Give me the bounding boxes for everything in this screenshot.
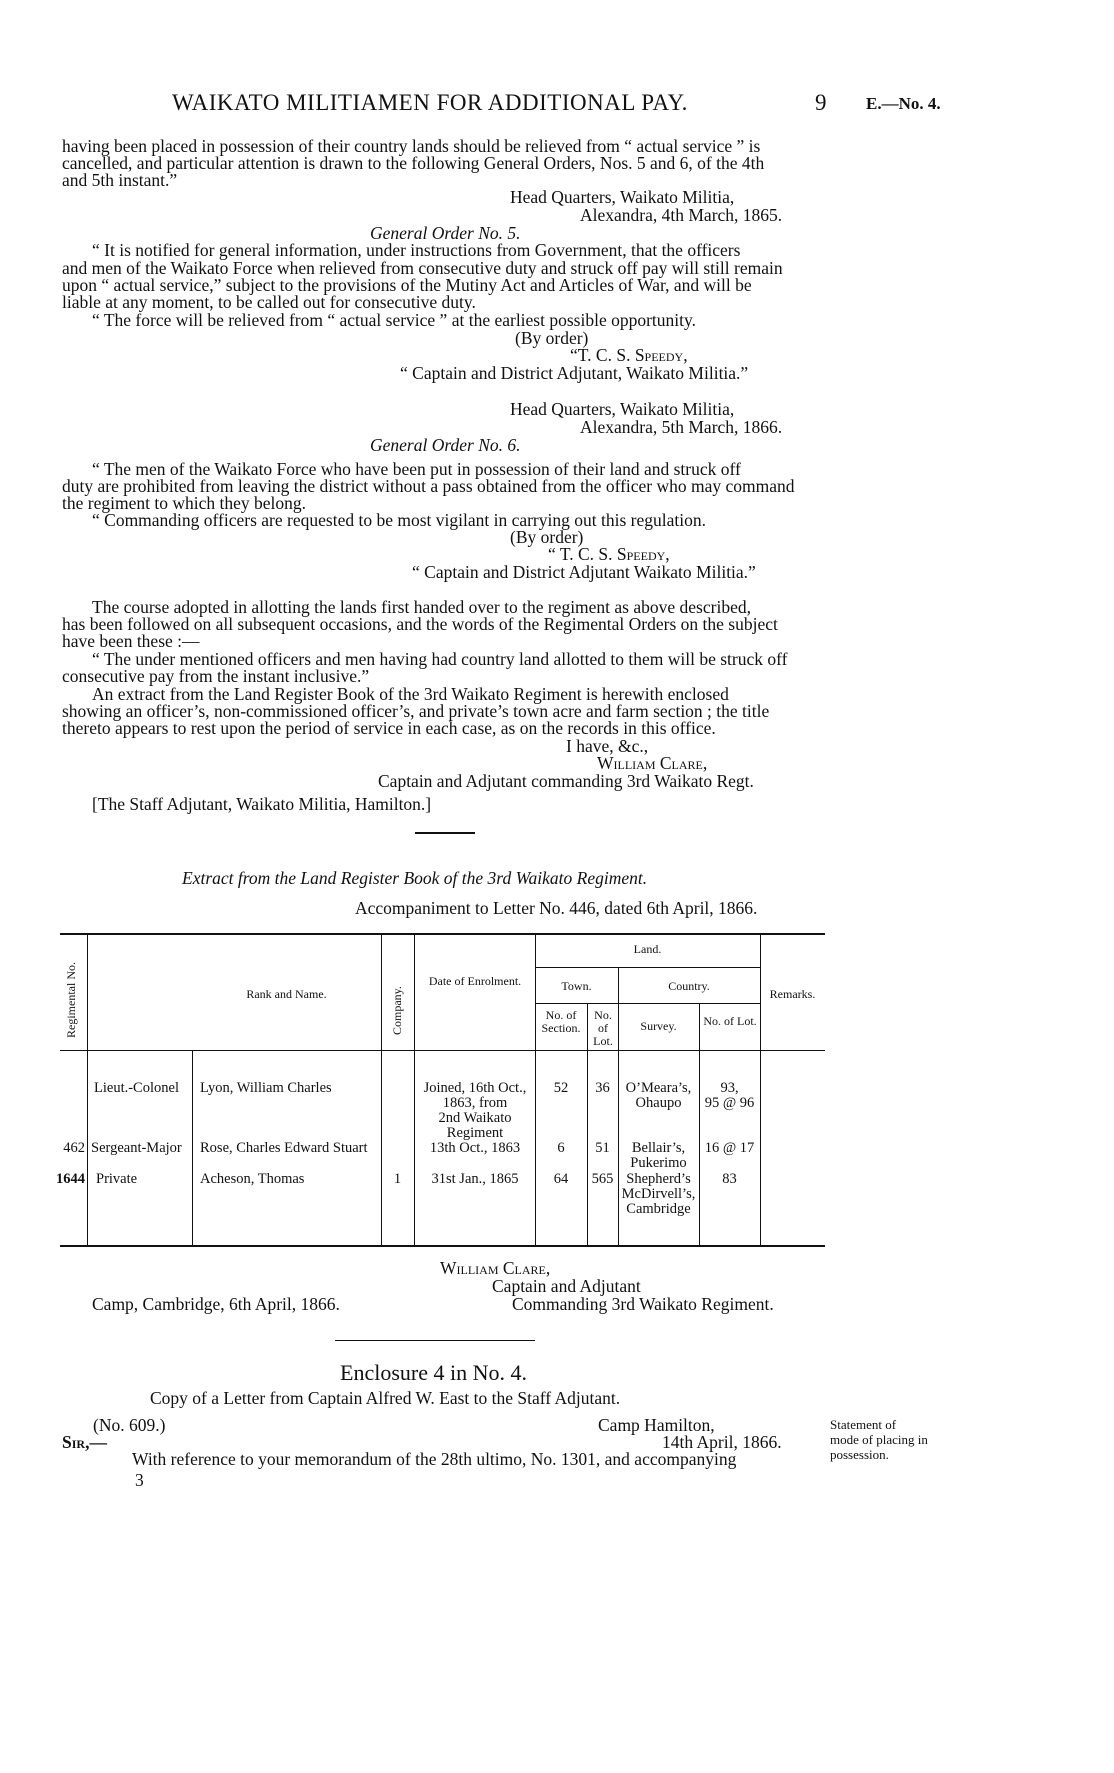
table-header-bottom-rule	[60, 1050, 825, 1051]
cell-company: 1	[393, 1171, 402, 1187]
extract-title: Extract from the Land Register Book of the 3rd Waikato Regiment.	[182, 868, 648, 888]
intro-line-3: and 5th instant.”	[62, 170, 178, 190]
body-closing: I have, &c.,	[566, 736, 649, 756]
header-regimental-no: Regimental No.	[64, 962, 78, 1038]
cell-town-lot: 565	[591, 1171, 614, 1187]
order6-para-line-3: the regiment to which they belong.	[62, 493, 306, 513]
order6-para-line-2: duty are prohibited from leaving the district without a pass obtained from the officer who may command	[62, 476, 795, 496]
cell-date-line-3: 2nd Waikato	[438, 1110, 512, 1126]
body-para-1-line-2: has been followed on all subsequent occasions, and the words of the Regimental Orders on the subject	[62, 614, 778, 634]
header-date-enrolment: Date of Enrolment.	[428, 974, 522, 988]
letter-line-1: With reference to your memorandum of the 28th ultimo, No. 1301, and accompanying	[132, 1449, 737, 1469]
running-title: WAIKATO MILITIAMEN FOR ADDITIONAL PAY.	[172, 90, 688, 115]
cell-survey-line-2: Pukerimo	[630, 1155, 687, 1171]
enclosure-divider	[335, 1340, 535, 1341]
header-country-no-of-lot: No. of Lot.	[703, 1014, 757, 1028]
footer-signer-title-2: Commanding 3rd Waikato Regiment.	[512, 1294, 774, 1314]
letter-reference: (No. 609.)	[93, 1415, 166, 1435]
header-country: Country.	[668, 979, 710, 993]
order5-title: General Order No. 5.	[370, 223, 521, 243]
cell-town-lot: 51	[595, 1140, 610, 1156]
section-divider	[415, 832, 475, 834]
addressee: [The Staff Adjutant, Waikato Militia, Hamilton.]	[92, 794, 432, 814]
cell-rank: Lieut.-Colonel	[94, 1080, 179, 1096]
cell-name: Acheson, Thomas	[200, 1171, 305, 1187]
letter-date: 14th April, 1866.	[662, 1432, 782, 1452]
letter-salutation: Sir,—	[62, 1432, 107, 1452]
header-remarks: Remarks.	[769, 987, 816, 1001]
body-para-1-line-3: have been these :—	[62, 631, 200, 651]
order6-hq-line-1: Head Quarters, Waikato Militia,	[510, 399, 735, 419]
col-divider-2	[192, 1050, 193, 1245]
order6-hq-line-2: Alexandra, 5th March, 1866.	[580, 417, 783, 437]
cell-name: Lyon, William Charles	[200, 1080, 332, 1096]
cell-survey-line-3: Cambridge	[626, 1201, 691, 1217]
cell-country-lot-line-1: 83	[722, 1171, 737, 1187]
col-divider-6	[587, 1003, 588, 1245]
cell-rank: Sergeant-Major	[91, 1140, 182, 1156]
order6-signer: “ T. C. S. Speedy,	[548, 544, 670, 564]
cell-date-line-1: 13th Oct., 1863	[429, 1140, 521, 1156]
cell-name: Rose, Charles Edward Stuart	[200, 1140, 368, 1156]
body-para-2-line-2: consecutive pay from the instant inclusive.”	[62, 666, 370, 686]
cell-rank: Private	[96, 1171, 138, 1187]
order5-signer-title: “ Captain and District Adjutant, Waikato Militia.”	[400, 363, 749, 383]
body-para-1-line-1: The course adopted in allotting the lands first handed over to the regiment as above described,	[92, 597, 751, 617]
cell-section: 64	[553, 1171, 569, 1187]
cell-country-lot-line-1: 16 @ 17	[704, 1140, 755, 1156]
col-divider-8	[699, 1003, 700, 1245]
cell-country-lot-line-1: 93,	[720, 1080, 739, 1096]
table-top-rule	[60, 933, 825, 935]
header-survey: Survey.	[640, 1019, 677, 1033]
page-number: 9	[815, 90, 827, 115]
order5-hq-line-1: Head Quarters, Waikato Militia,	[510, 187, 735, 207]
body-para-2-line-1: “ The under mentioned officers and men having had country land allotted to them will be struck off	[92, 649, 788, 669]
order5-by-order: (By order)	[515, 328, 589, 348]
body-para-3-line-2: showing an officer’s, non-commissioned officer’s, and private’s town acre and farm section ; the title	[62, 701, 770, 721]
body-signer: William Clare,	[597, 753, 708, 773]
body-para-3-line-3: thereto appears to rest upon the period of service in each case, as on the records in this office.	[62, 718, 716, 738]
cell-section: 6	[557, 1140, 565, 1156]
cell-section: 52	[553, 1080, 569, 1096]
doc-reference: E.—No. 4.	[866, 94, 941, 113]
cell-town-lot: 36	[595, 1080, 610, 1096]
order5-para-line-4: liable at any moment, to be called out for consecutive duty.	[62, 292, 476, 312]
order5-para-line-3: upon “ actual service,” subject to the provisions of the Mutiny Act and Articles of War, and will be	[62, 275, 752, 295]
enclosure-heading: Enclosure 4 in No. 4.	[340, 1360, 527, 1385]
order6-para-line-1: “ The men of the Waikato Force who have been put in possession of their land and struck off	[92, 459, 741, 479]
intro-line-2: cancelled, and particular attention is drawn to the following General Orders, Nos. 5 and 6, of the 4th	[62, 153, 765, 173]
intro-line-1: having been placed in possession of their country lands should be relieved from “ actual service ” is	[62, 136, 761, 156]
extract-subtitle: Accompaniment to Letter No. 446, dated 6th April, 1866.	[355, 898, 758, 918]
order5-signer: “T. C. S. Speedy,	[570, 345, 688, 365]
col-divider-9	[760, 933, 761, 1245]
footer-signer-title-1: Captain and Adjutant	[492, 1276, 641, 1296]
order6-signer-title: “ Captain and District Adjutant Waikato Militia.”	[412, 562, 756, 582]
cell-survey-line-1: O’Meara’s,	[625, 1080, 692, 1096]
signature-mark: 3	[135, 1470, 144, 1490]
header-land: Land.	[633, 942, 662, 956]
order5-para-line-2: and men of the Waikato Force when relieved from consecutive duty and struck off pay will still remain	[62, 258, 783, 278]
body-signer-title: Captain and Adjutant commanding 3rd Waikato Regt.	[378, 771, 754, 791]
enclosure-subheading: Copy of a Letter from Captain Alfred W. East to the Staff Adjutant.	[150, 1388, 621, 1408]
cell-survey-line-1: Bellair’s,	[631, 1140, 686, 1156]
header-no-of-section: No. of Section.	[541, 1008, 581, 1035]
margin-note-line-2: mode of placing in	[830, 1432, 928, 1447]
cell-date-line-1: Joined, 16th Oct.,	[423, 1080, 527, 1096]
order5-para-line-1: “ It is notified for general information, under instructions from Government, that the officers	[92, 240, 741, 260]
order6-by-order: (By order)	[510, 527, 584, 547]
header-town-no-of-lot: No. of Lot.	[593, 1008, 613, 1048]
order5-para-2: “ The force will be relieved from “ actual service ” at the earliest possible opportunity.	[92, 310, 696, 330]
margin-note-line-1: Statement of	[830, 1417, 897, 1432]
margin-note-line-3: possession.	[830, 1447, 889, 1462]
header-company: Company.	[390, 986, 404, 1035]
letter-place: Camp Hamilton,	[598, 1415, 715, 1435]
town-country-header-rule	[535, 1003, 760, 1004]
cell-regimental-no: 1644	[56, 1171, 85, 1187]
col-divider-3	[381, 933, 382, 1245]
cell-date-line-4: Regiment	[446, 1125, 504, 1141]
cell-date-line-1: 31st Jan., 1865	[431, 1171, 519, 1187]
order6-title: General Order No. 6.	[370, 435, 521, 455]
header-rank-name: Rank and Name.	[246, 987, 327, 1001]
cell-survey-line-1: Shepherd’s	[626, 1171, 691, 1187]
cell-country-lot-line-2: 95 @ 96	[704, 1095, 755, 1111]
body-para-3-line-1: An extract from the Land Register Book of the 3rd Waikato Regiment is herewith enclosed	[92, 684, 729, 704]
footer-place-date: Camp, Cambridge, 6th April, 1866.	[92, 1294, 340, 1314]
order6-para-2: “ Commanding officers are requested to be most vigilant in carrying out this regulation.	[92, 510, 706, 530]
cell-survey-line-2: McDirvell’s,	[621, 1186, 696, 1202]
order5-hq-line-2: Alexandra, 4th March, 1865.	[580, 205, 783, 225]
land-header-rule	[535, 967, 760, 968]
footer-signer: William Clare,	[440, 1258, 551, 1278]
cell-survey-line-2: Ohaupo	[635, 1095, 682, 1111]
table-bottom-rule	[60, 1245, 825, 1247]
col-divider-1	[87, 933, 88, 1245]
header-town: Town.	[561, 979, 592, 993]
cell-regimental-no: 462	[63, 1140, 85, 1156]
cell-date-line-2: 1863, from	[442, 1095, 508, 1111]
